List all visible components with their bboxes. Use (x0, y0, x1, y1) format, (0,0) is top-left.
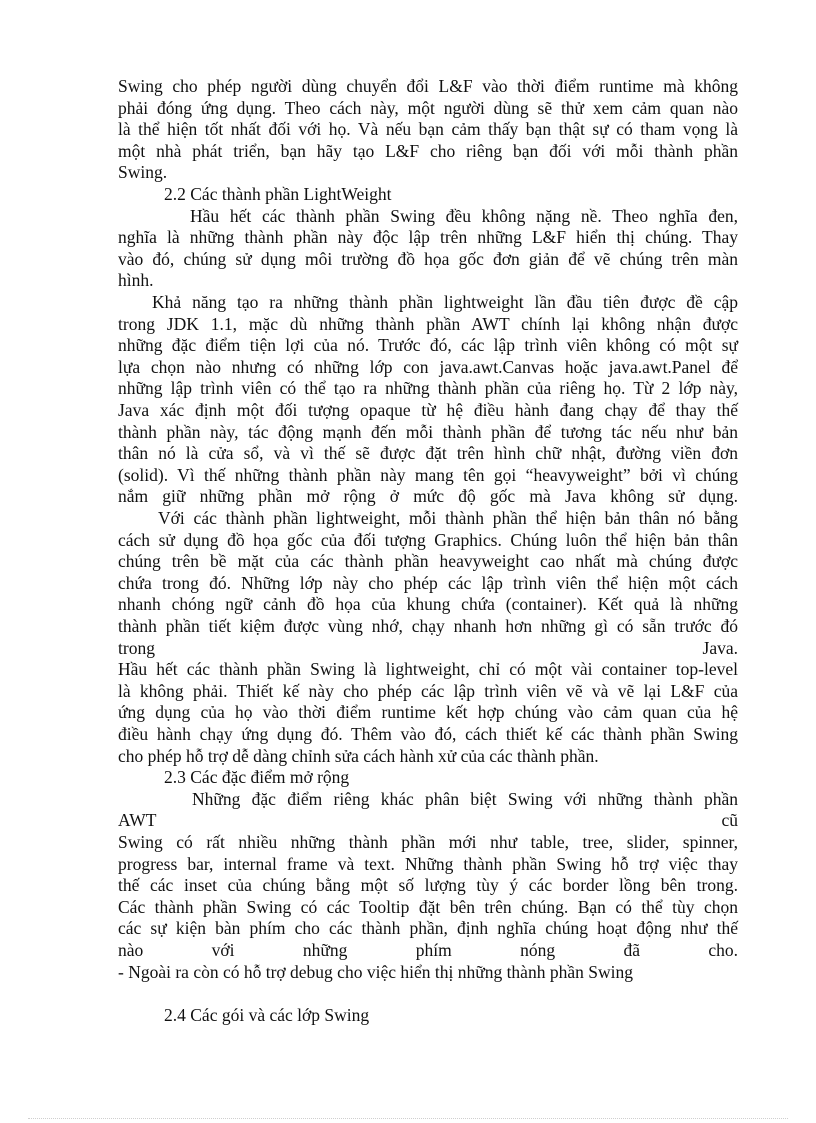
text-line: Những đặc điểm riêng khác phân biệt Swing với những thành phần (192, 788, 738, 809)
text-line: Với các thành phần lightweight, mỗi thành phần thể hiện bản thân nó bằng (158, 508, 738, 528)
text-line: ứng dụng của họ vào thời điểm runtime kết hợp chúng vào cảm quan của hệ (118, 702, 738, 723)
text-line: các sự kiện bàn phím cho các thành phần, định nghĩa chúng hoạt động như thế (118, 918, 738, 939)
text-line: những đặc điểm tiện lợi của nó. Trước đó, các lập trình viên không có một sự (118, 335, 738, 356)
text-line: Swing. (118, 162, 168, 183)
text-line: chứa trong đó. Những lớp này cho phép các lập trình viên thể hiện một cách (118, 572, 738, 593)
text-line: trong Java. (118, 637, 738, 658)
text-line: điều hành chạy ứng dụng đó. Thêm vào đó, cách thiết kế các thành phần Swing (118, 724, 738, 744)
text-line: - Ngoài ra còn có hỗ trợ debug cho việc hiển thị những thành phần Swing (118, 961, 633, 982)
text-line: chúng trên bề mặt của các thành phần heavyweight cao nhất mà chúng được (118, 551, 738, 572)
text-line: AWT cũ (118, 810, 738, 831)
text-line: Hầu hết các thành phần Swing là lightweight, chỉ có một vài container top-level (118, 659, 738, 680)
text-line: là không phải. Thiết kế này cho phép các lập trình viên vẽ và vẽ lại L&F của (118, 680, 738, 701)
text-line: Hầu hết các thành phần Swing đều không nặng nề. Theo nghĩa đen, (190, 205, 738, 226)
text-line: thành phần này, tác động mạnh đến mỗi thành phần để tương tác nếu như bản (118, 421, 738, 442)
text-line: hình. (118, 270, 154, 291)
text-line: thân nó là cửa sổ, và vì thế sẽ được đặt trên hình chữ nhật, đường viền đơn (118, 443, 738, 464)
text-line: lựa chọn nào nhưng có những lớp con java.awt.Canvas hoặc java.awt.Panel để (118, 356, 738, 377)
text-line: một nhà phát triển, bạn hãy tạo L&F cho riêng bạn đối với mỗi thành phần (118, 140, 738, 161)
text-line: cách sử dụng đồ họa gốc của đối tượng Graphics. Chúng luôn thể hiện bản thân (118, 529, 738, 550)
text-line: những lập trình viên có thể tạo ra những thành phần của riêng họ. Từ 2 lớp này, (118, 378, 738, 399)
text-line: Java xác định một đối tượng opaque từ hệ điều hành đang chạy để thay thế (118, 400, 738, 420)
text-line: progress bar, internal frame và text. Những thành phần Swing hỗ trợ việc thay (118, 853, 738, 874)
text-line: Swing cho phép người dùng chuyển đổi L&F vào thời điểm runtime mà không (118, 76, 738, 96)
text-line: thế các inset của chúng bằng một số lượng tùy ý các border lồng bên trong. (118, 875, 738, 896)
text-line: 2.3 Các đặc điểm mở rộng (164, 767, 350, 788)
text-line: nắm giữ những phần mở rộng ở mức độ gốc mà Java không sử dụng. (118, 486, 738, 507)
text-line: vào đó, chúng sử dụng môi trường đồ họa gốc đơn giản để vẽ chúng trên màn (118, 248, 738, 269)
text-line: Các thành phần Swing có các Tooltip đặt bên trên chúng. Bạn có thể tùy chọn (118, 896, 738, 917)
text-line (118, 983, 738, 1004)
text-line: nào với những phím nóng đã cho. (118, 940, 738, 960)
text-line: cho phép hỗ trợ dễ dàng chỉnh sửa cách hành xử của các thành phần. (118, 745, 599, 766)
text-line: 2.4 Các gói và các lớp Swing (164, 1004, 370, 1025)
text-line: nhanh chóng ngữ cảnh đồ họa của khung chứa (container). Kết quả là những (118, 594, 738, 615)
text-line: nghĩa là những thành phần này độc lập trên những L&F hiển thị chúng. Thay (118, 227, 738, 248)
text-line: Swing có rất nhiều những thành phần mới như table, tree, slider, spinner, (118, 832, 738, 852)
text-line: (solid). Vì thế những thành phần này mang tên gọi “heavyweight” bởi vì chúng (118, 464, 738, 485)
text-line: là thể hiện tốt nhất đối với họ. Và nếu bạn cảm thấy bạn thật sự có tham vọng là (118, 119, 738, 140)
text-line: trong JDK 1.1, mặc dù những thành phần AWT chính lại không nhận được (118, 313, 738, 334)
page-bottom-border (28, 1118, 788, 1119)
text-line: thành phần tiết kiệm được vùng nhớ, chạy nhanh hơn những gì có sẵn trước đó (118, 616, 738, 636)
text-line: 2.2 Các thành phần LightWeight (164, 184, 392, 204)
text-line: phải đóng ứng dụng. Theo cách này, một người dùng sẽ thử xem cảm quan nào (118, 97, 738, 118)
text-line: Khả năng tạo ra những thành phần lightweight lần đầu tiên được đề cập (152, 292, 738, 312)
